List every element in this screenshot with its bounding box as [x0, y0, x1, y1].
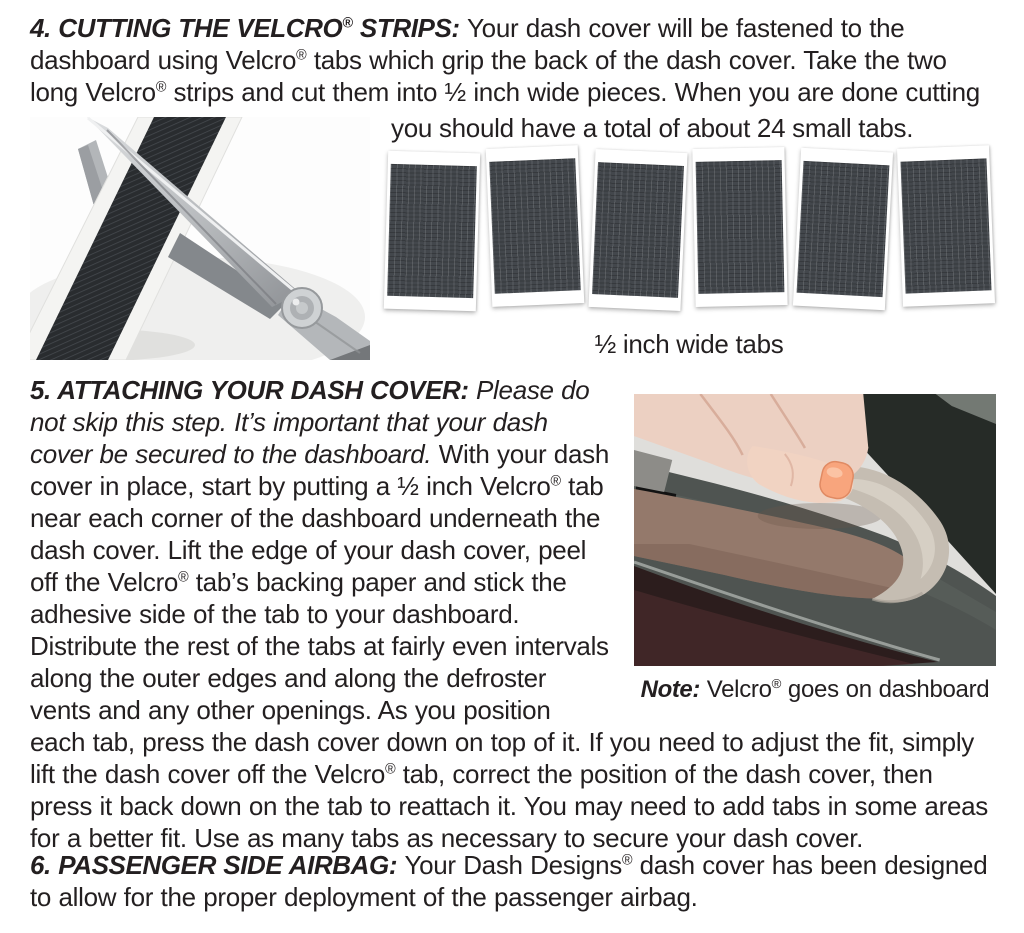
- text-segment: ®: [621, 852, 633, 869]
- text-segment: ®: [155, 79, 167, 96]
- section-5-paragraph: [30, 374, 996, 854]
- text-segment: STRIPS:: [352, 13, 467, 43]
- velcro-weave-texture: [696, 160, 785, 294]
- velcro-weave-texture: [592, 162, 684, 298]
- text-segment: ®: [296, 47, 307, 64]
- velcro-weave-texture: [797, 161, 890, 297]
- velcro-tab: [588, 149, 687, 311]
- text-segment: 4. CUTTING THE VELCRO: [30, 13, 343, 43]
- velcro-tab: [897, 145, 995, 306]
- section-4-continuation-line: you should have a total of about 24 small tabs.: [391, 113, 914, 143]
- text-segment: strips and cut them into ½ inch wide pieces. When you are done cutting: [166, 77, 980, 107]
- dash-photo-canvas: [634, 394, 996, 666]
- text-segment: ®: [342, 15, 353, 32]
- text-segment: tab’s backing paper and stick the adhesive side of the tab to your dashboard. Distribute the rest of the tabs at fairly even intervals along the outer edges and along the defroster vents and any other openings. As you position each tab, press the dash cover down on top of it. If you need to adjust the fit, simply lift the dash cover off the Velcro: [30, 567, 975, 789]
- velcro-tabs-row: [386, 147, 992, 315]
- text-segment: ®: [771, 676, 782, 691]
- text-segment: goes on dashboard: [781, 676, 990, 703]
- section-6-paragraph: [30, 849, 1005, 913]
- scissors-image-canvas: [30, 117, 370, 360]
- text-segment: dash cover has been designed to allow for the proper deployment of the passenger airbag.: [30, 850, 988, 912]
- text-segment: Note:: [640, 676, 707, 703]
- text-segment: Please do not skip this step. It’s important that your dash cover be secured to the dashboard.: [30, 375, 590, 469]
- velcro-weave-texture: [387, 164, 477, 298]
- velcro-tab: [693, 147, 788, 307]
- section-4-paragraph: [30, 12, 996, 108]
- dash-photo-figure: [634, 394, 996, 706]
- photo-note-caption: [634, 674, 996, 706]
- velcro-weave-texture: [489, 158, 580, 293]
- velcro-tabs-figure: [386, 147, 992, 360]
- text-segment: tab, correct the position of the dash cover, then press it back down on the tab to reattach it. You may need to add tabs in some areas for a better fit. Use as many tabs as necessary to secure your dash cover.: [30, 759, 988, 853]
- scissors-cutting-velcro-image: [30, 117, 370, 360]
- text-segment: With your dash cover in place, start by putting a ½ inch Velcro: [30, 439, 609, 501]
- dash-cover-photo: [634, 394, 996, 666]
- text-segment: Velcro: [706, 676, 772, 703]
- text-segment: ®: [550, 473, 561, 490]
- text-segment: 5. ATTACHING YOUR DASH COVER:: [30, 375, 477, 405]
- text-segment: tab near each corner of the dashboard underneath the dash cover. Lift the edge of your dash cover, peel off the Velcro: [30, 471, 604, 597]
- velcro-tab: [486, 145, 585, 307]
- scissors-pivot-screw: [282, 288, 322, 328]
- velcro-tab: [793, 148, 893, 311]
- text-segment: 6. PASSENGER SIDE AIRBAG:: [30, 850, 405, 880]
- text-segment: ®: [178, 569, 189, 586]
- tabs-caption: ½ inch wide tabs: [594, 329, 784, 359]
- text-segment: Your dash cover will be fastened to the dashboard using Velcro: [30, 13, 905, 75]
- text-segment: ®: [385, 761, 396, 778]
- text-segment: tabs which grip the back of the dash cover. Take the two long Velcro: [30, 45, 947, 107]
- velcro-tab: [384, 151, 480, 312]
- velcro-weave-texture: [900, 158, 991, 293]
- text-segment: Your Dash Designs: [404, 850, 622, 880]
